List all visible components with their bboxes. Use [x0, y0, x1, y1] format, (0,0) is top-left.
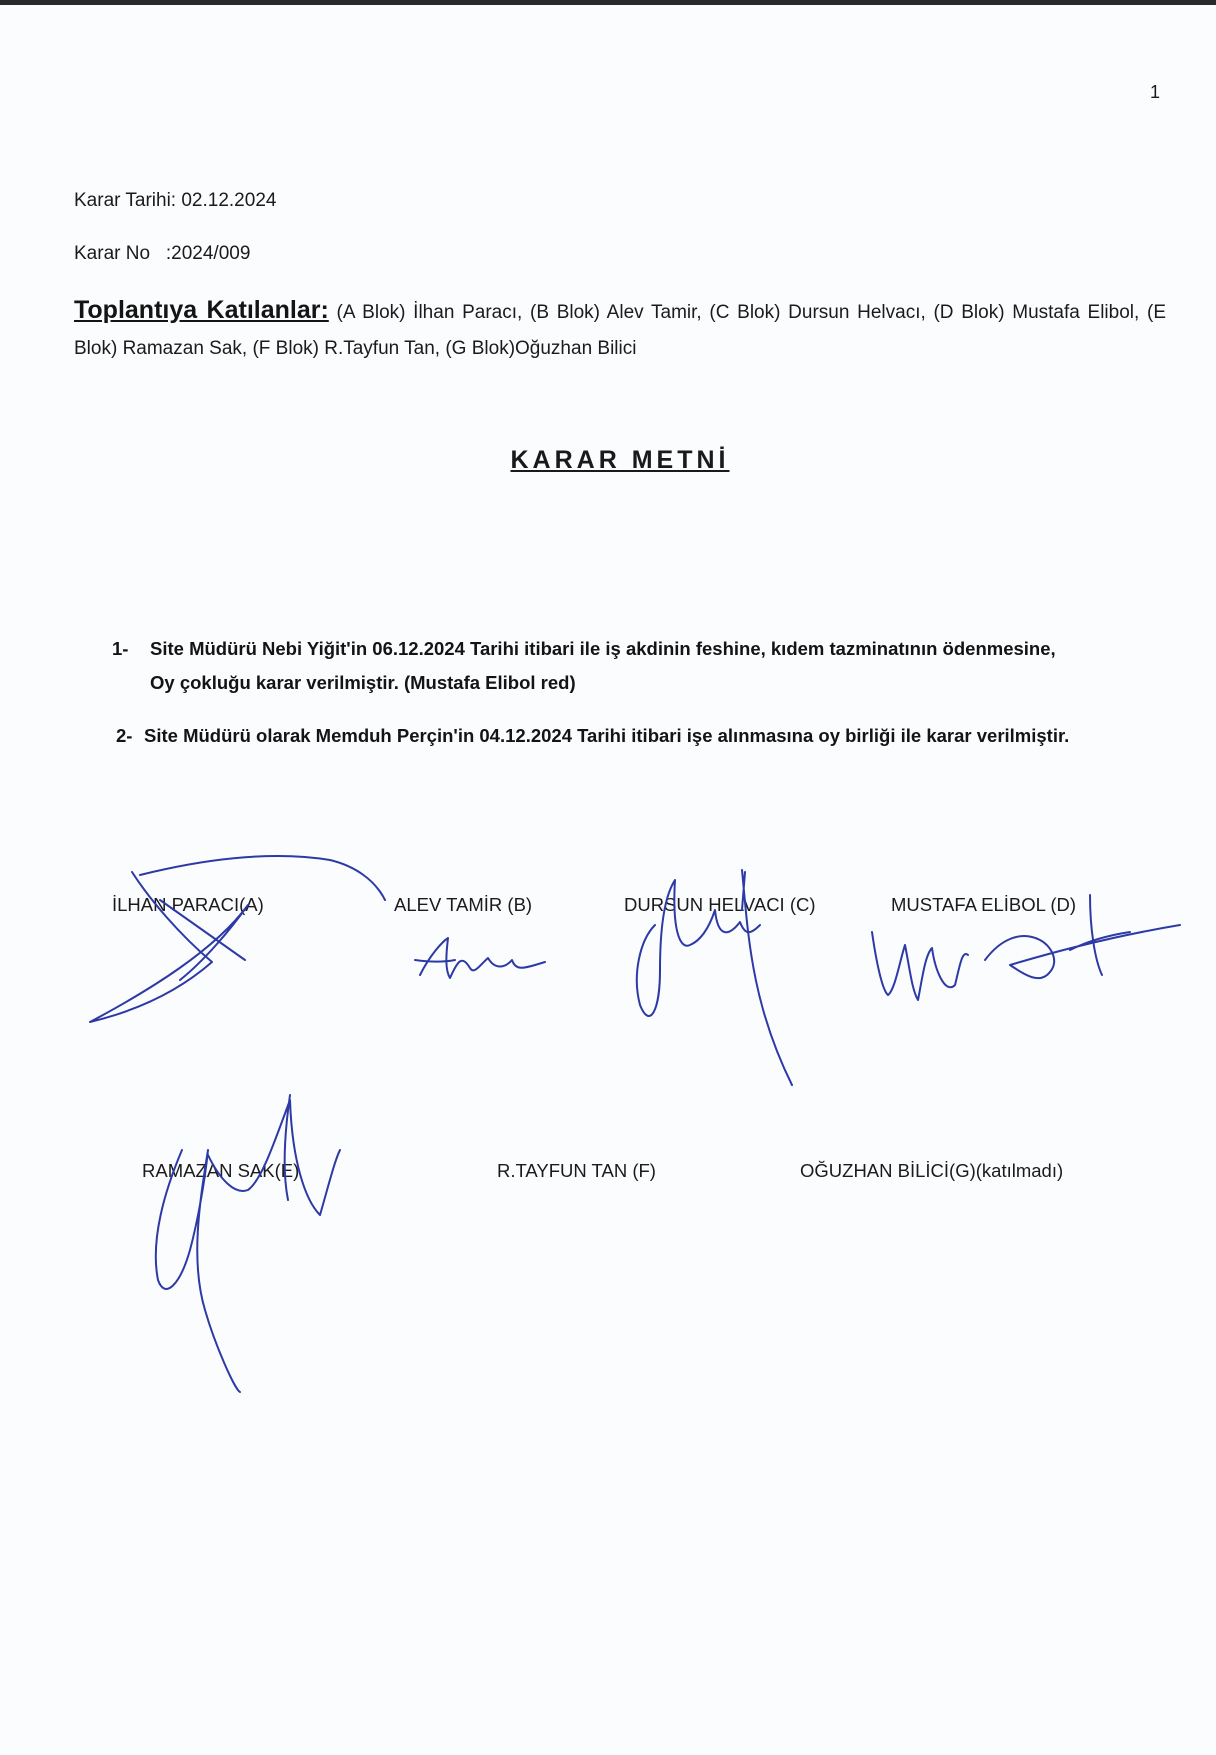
decision-number-1: 1-: [112, 638, 129, 659]
decision-text-1-line1: Site Müdürü Nebi Yiğit'in 06.12.2024 Tarihi itibari ile iş akdinin feshine, kıdem tazminatının ödenmesine,: [150, 638, 1056, 659]
decision-date: Karar Tarihi: 02.12.2024: [74, 190, 277, 211]
signatory-b: ALEV TAMİR (B): [394, 894, 533, 915]
signatory-d: MUSTAFA ELİBOL (D): [891, 894, 1077, 915]
decision-item-1: [112, 632, 1172, 702]
decision-item-2: [116, 719, 1176, 755]
decision-text-2: Site Müdürü olarak Memduh Perçin'in 04.12.2024 Tarihi itibari işe alınmasına oy birliği ile karar verilmiştir.: [144, 725, 1070, 746]
signatory-e: RAMAZAN SAK(E): [142, 1160, 300, 1181]
signatory-c: DURSUN HELVACI (C): [624, 894, 816, 915]
scan-top-edge: [0, 0, 1216, 5]
signatory-f: R.TAYFUN TAN (F): [497, 1160, 656, 1181]
decision-number-2: 2-: [116, 725, 133, 746]
page-number: 1: [1150, 82, 1161, 102]
decision-number: Karar No :2024/009: [74, 243, 251, 264]
signature-a: [90, 856, 385, 1022]
document-title: KARAR METNİ: [510, 446, 730, 474]
signatory-g: OĞUZHAN BİLİCİ(G)(katılmadı): [800, 1160, 1064, 1181]
participants-label: Toplantıya Katılanlar:: [74, 296, 329, 324]
signature-b: [415, 938, 545, 978]
signature-e: [156, 1095, 340, 1392]
participants-paragraph: [74, 292, 1166, 367]
participants-list: (A Blok) İlhan Paracı, (B Blok) Alev Tamir, (C Blok) Dursun Helvacı, (D Blok) Mustafa Elibol, (E Blok) Ramazan Sak, (F Blok) R.Tayfun Tan, (G Blok)Oğuzhan Bilici: [74, 302, 1167, 359]
signatory-a: İLHAN PARACI(A): [112, 894, 264, 915]
decision-text-1-line2: Oy çokluğu karar verilmiştir. (Mustafa Elibol red): [150, 672, 576, 693]
